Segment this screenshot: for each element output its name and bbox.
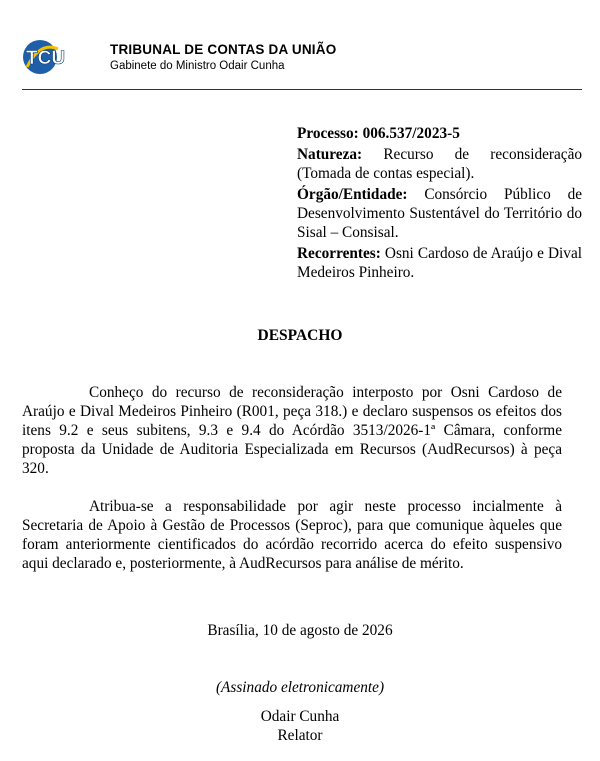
natureza-line — [297, 145, 582, 183]
signer-name: Odair Cunha — [260, 708, 340, 725]
processo-line — [297, 124, 582, 143]
natureza-value: Recurso de reconsideração (Tomada de contas especial). — [297, 146, 583, 182]
processo-label: Processo: — [297, 125, 359, 142]
processo-value: 006.537/2023-5 — [362, 125, 460, 142]
case-metadata — [297, 124, 582, 284]
tcu-logo — [22, 37, 84, 77]
recorrentes-value: Osni Cardoso de Araújo e Dival Medeiros Pinheiro. — [297, 245, 582, 281]
letterhead — [22, 36, 582, 90]
orgao-line — [297, 185, 582, 242]
recorrentes-line — [297, 244, 582, 282]
office-name: Gabinete do Ministro Odair Cunha — [110, 60, 285, 72]
signed-note: (Assinado eletronicamente) — [215, 679, 385, 696]
orgao-value: Consórcio Público de Desenvolvimento Sustentável do Território do Sisal – Consisal. — [297, 186, 583, 241]
signature-block — [0, 678, 600, 745]
place-date: Brasília, 10 de agosto de 2026 — [207, 622, 393, 639]
paragraph-1: Conheço do recurso de reconsideração interposto por Osni Cardoso de Araújo e Dival Medeiros Pinheiro (R001, peça 318.) e declaro suspensos os efeitos dos itens 9.2 e seus subitens, 9.3 e 9.4 do Acórdão 3513/2026-1ª Câmara, conforme proposta da Unidade de Auditoria Especializada em Recursos (AudRecursos) à peça 320. — [22, 384, 562, 477]
orgao-label: Órgão/Entidade: — [297, 186, 408, 203]
header-divider — [22, 89, 582, 90]
org-name: TRIBUNAL DE CONTAS DA UNIÃO — [110, 42, 337, 57]
logo-text: TCU — [26, 48, 66, 69]
signer-role: Relator — [277, 727, 323, 744]
paragraph-2: Atribua-se a responsabilidade por agir neste processo incialmente à Secretaria de Apoio à Gestão de Processos (Seproc), para que comunique àqueles que foram anteriormente cientificados do acórdão recorrido acerca do efeito suspensivo aqui declarado e, posteriormente, à AudRecursos para análise de mérito. — [22, 498, 562, 572]
recorrentes-label: Recorrentes: — [297, 245, 381, 262]
document-title: DESPACHO — [257, 327, 343, 344]
document-body — [22, 383, 562, 592]
natureza-label: Natureza: — [297, 146, 363, 163]
